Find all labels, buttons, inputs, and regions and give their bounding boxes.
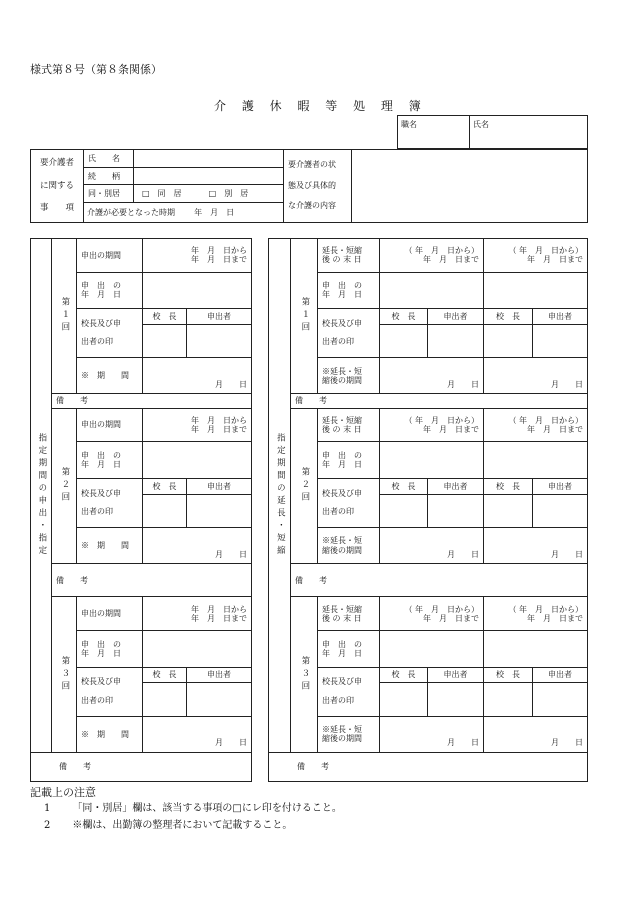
right-remarks-3[interactable]: 備 考 bbox=[269, 752, 588, 781]
principal-label: 校 長 bbox=[380, 479, 428, 495]
right-ext-period-label: ※延長・短 縮後の期間 bbox=[318, 716, 380, 752]
applicant-label: 申出者 bbox=[428, 667, 484, 683]
right-request-date-field-a[interactable] bbox=[380, 272, 484, 309]
left-period-label: 申出の期間 bbox=[77, 239, 143, 273]
right-ext-end-field-a[interactable]: （ 年 月 日から） 年 月 日まで bbox=[380, 239, 484, 273]
left-period-label: 申出の期間 bbox=[77, 597, 143, 631]
left-remarks-3[interactable]: 備 考 bbox=[31, 752, 252, 781]
left-note-period-label: ※ 期 間 bbox=[77, 358, 143, 394]
right-round-2-label: 第２回 bbox=[291, 408, 318, 563]
principal-label: 校 長 bbox=[484, 309, 533, 325]
principal-seal-field[interactable] bbox=[380, 494, 428, 528]
left-request-date-label: 申 出 の 年 月 日 bbox=[77, 442, 143, 479]
left-remarks-2[interactable]: 備 考 bbox=[52, 563, 252, 597]
principal-seal-field[interactable] bbox=[380, 683, 428, 717]
left-period-field[interactable]: 年 月 日から 年 月 日まで bbox=[143, 239, 252, 273]
notes-heading: 記載上の注意 bbox=[30, 786, 96, 799]
form-number: 様式第８号（第８条関係） bbox=[30, 63, 162, 76]
care-state-label: 要介護者の状 態及び具体的 な介護の内容 bbox=[284, 150, 352, 223]
right-ext-end-field-b[interactable]: （ 年 月 日から） 年 月 日まで bbox=[484, 408, 588, 442]
right-request-date-field-b[interactable] bbox=[484, 442, 588, 479]
principal-seal-field[interactable] bbox=[380, 324, 428, 358]
left-note-period-label: ※ 期 間 bbox=[77, 528, 143, 564]
right-request-date-field-a[interactable] bbox=[380, 630, 484, 667]
right-ext-period-label: ※延長・短 縮後の期間 bbox=[318, 528, 380, 564]
principal-label: 校 長 bbox=[143, 667, 187, 683]
right-remarks-1[interactable]: 備 考 bbox=[291, 394, 588, 409]
note-item-1: 1 「同・別居」欄は、該当する事項の□にレ印を付けること。 bbox=[44, 803, 342, 814]
left-seal-label: 校長及び申 出者の印 bbox=[77, 309, 143, 358]
position-label: 職名 bbox=[401, 120, 417, 129]
applicant-seal-field[interactable] bbox=[187, 324, 252, 358]
right-ext-end-label: 延長・短縮 後 の 末 日 bbox=[318, 597, 380, 631]
right-ext-period-label: ※延長・短 縮後の期間 bbox=[318, 358, 380, 394]
left-note-period-label: ※ 期 間 bbox=[77, 716, 143, 752]
note-item-2: 2 ※欄は、出勤簿の整理者において記載すること。 bbox=[44, 820, 293, 831]
care-period-label: 介護が必要となった時期 bbox=[87, 207, 175, 217]
principal-seal-field[interactable] bbox=[143, 324, 187, 358]
right-ext-period-field-a[interactable]: 月 日 bbox=[380, 358, 484, 394]
applicant-seal-field[interactable] bbox=[533, 494, 588, 528]
right-ext-end-label: 延長・短縮 後 の 末 日 bbox=[318, 408, 380, 442]
care-relation-field[interactable] bbox=[134, 168, 284, 185]
left-remarks-1[interactable]: 備 考 bbox=[52, 394, 252, 409]
principal-label: 校 長 bbox=[143, 309, 187, 325]
care-state-field[interactable] bbox=[352, 150, 588, 223]
applicant-label: 申出者 bbox=[428, 479, 484, 495]
left-request-date-field[interactable] bbox=[143, 630, 252, 667]
right-round-3-label: 第３回 bbox=[291, 597, 318, 752]
principal-seal-field[interactable] bbox=[143, 494, 187, 528]
right-seal-label: 校長及び申 出者の印 bbox=[318, 667, 380, 716]
left-seal-label: 校長及び申 出者の印 bbox=[77, 667, 143, 716]
right-ext-period-field-b[interactable]: 月 日 bbox=[484, 358, 588, 394]
left-round-2-label: 第２回 bbox=[52, 408, 77, 563]
page-title: 介 護 休 暇 等 処 理 簿 bbox=[214, 99, 427, 113]
same-residence-checkbox[interactable]: □ 同 居 bbox=[142, 189, 182, 198]
right-ext-period-field-a[interactable]: 月 日 bbox=[380, 716, 484, 752]
right-request-date-field-b[interactable] bbox=[484, 630, 588, 667]
applicant-seal-field[interactable] bbox=[428, 494, 484, 528]
principal-seal-field[interactable] bbox=[484, 494, 533, 528]
position-field[interactable] bbox=[398, 116, 470, 149]
applicant-seal-field[interactable] bbox=[187, 683, 252, 717]
principal-label: 校 長 bbox=[484, 667, 533, 683]
principal-seal-field[interactable] bbox=[484, 324, 533, 358]
left-note-period-field[interactable]: 月 日 bbox=[143, 528, 252, 564]
care-section-label: 要介護者 に関する 事 項 bbox=[31, 150, 84, 223]
left-request-date-label: 申 出 の 年 月 日 bbox=[77, 272, 143, 309]
applicant-seal-field[interactable] bbox=[428, 683, 484, 717]
left-note-period-field[interactable]: 月 日 bbox=[143, 358, 252, 394]
right-request-date-field-a[interactable] bbox=[380, 442, 484, 479]
left-section-table bbox=[30, 238, 252, 782]
right-section-table bbox=[268, 238, 588, 782]
applicant-label: 申出者 bbox=[428, 309, 484, 325]
employee-table bbox=[397, 115, 588, 149]
applicant-seal-field[interactable] bbox=[533, 324, 588, 358]
right-ext-end-field-a[interactable]: （ 年 月 日から） 年 月 日まで bbox=[380, 408, 484, 442]
right-round-1-label: 第１回 bbox=[291, 239, 318, 394]
right-seal-label: 校長及び申 出者の印 bbox=[318, 479, 380, 528]
care-relation-label: 続 柄 bbox=[84, 168, 134, 185]
left-period-field[interactable]: 年 月 日から 年 月 日まで bbox=[143, 597, 252, 631]
applicant-label: 申出者 bbox=[533, 479, 588, 495]
principal-seal-field[interactable] bbox=[143, 683, 187, 717]
principal-label: 校 長 bbox=[484, 479, 533, 495]
care-period-value: 年 月 日 bbox=[194, 207, 235, 217]
applicant-label: 申出者 bbox=[187, 309, 252, 325]
left-seal-label: 校長及び申 出者の印 bbox=[77, 479, 143, 528]
care-period-row[interactable] bbox=[84, 202, 284, 222]
care-table bbox=[30, 149, 588, 223]
applicant-label: 申出者 bbox=[533, 667, 588, 683]
applicant-label: 申出者 bbox=[187, 667, 252, 683]
right-seal-label: 校長及び申 出者の印 bbox=[318, 309, 380, 358]
left-round-3-label: 第３回 bbox=[52, 597, 77, 752]
principal-label: 校 長 bbox=[143, 479, 187, 495]
applicant-label: 申出者 bbox=[533, 309, 588, 325]
principal-seal-field[interactable] bbox=[484, 683, 533, 717]
right-request-date-label: 申 出 の 年 月 日 bbox=[318, 272, 380, 309]
care-name-field[interactable] bbox=[134, 150, 284, 168]
left-request-date-label: 申 出 の 年 月 日 bbox=[77, 630, 143, 667]
right-remarks-2[interactable]: 備 考 bbox=[291, 563, 588, 597]
left-request-date-field[interactable] bbox=[143, 272, 252, 309]
left-period-field[interactable]: 年 月 日から 年 月 日まで bbox=[143, 408, 252, 442]
right-request-date-label: 申 出 の 年 月 日 bbox=[318, 630, 380, 667]
right-ext-period-field-b[interactable]: 月 日 bbox=[484, 716, 588, 752]
left-note-period-field[interactable]: 月 日 bbox=[143, 716, 252, 752]
right-ext-end-field-b[interactable]: （ 年 月 日から） 年 月 日まで bbox=[484, 597, 588, 631]
right-request-date-label: 申 出 の 年 月 日 bbox=[318, 442, 380, 479]
left-request-date-field[interactable] bbox=[143, 442, 252, 479]
separate-residence-checkbox[interactable]: □ 別 居 bbox=[208, 189, 249, 198]
right-ext-end-field-b[interactable]: （ 年 月 日から） 年 月 日まで bbox=[484, 239, 588, 273]
right-side-label: 指定期間の延長・短縮 bbox=[269, 239, 291, 753]
name-label: 氏名 bbox=[473, 120, 489, 129]
principal-label: 校 長 bbox=[380, 667, 428, 683]
left-round-1-label: 第１回 bbox=[52, 239, 77, 394]
applicant-label: 申出者 bbox=[187, 479, 252, 495]
right-ext-period-field-a[interactable]: 月 日 bbox=[380, 528, 484, 564]
right-request-date-field-b[interactable] bbox=[484, 272, 588, 309]
principal-label: 校 長 bbox=[380, 309, 428, 325]
applicant-seal-field[interactable] bbox=[533, 683, 588, 717]
right-ext-end-label: 延長・短縮 後 の 末 日 bbox=[318, 239, 380, 273]
applicant-seal-field[interactable] bbox=[187, 494, 252, 528]
right-ext-period-field-b[interactable]: 月 日 bbox=[484, 528, 588, 564]
name-field[interactable] bbox=[470, 116, 588, 149]
care-living-options bbox=[134, 185, 284, 202]
left-side-label: 指定期間の申出・指定 bbox=[31, 239, 52, 753]
left-period-label: 申出の期間 bbox=[77, 408, 143, 442]
care-name-label: 氏 名 bbox=[84, 150, 134, 168]
applicant-seal-field[interactable] bbox=[428, 324, 484, 358]
right-ext-end-field-a[interactable]: （ 年 月 日から） 年 月 日まで bbox=[380, 597, 484, 631]
care-living-label: 同・別居 bbox=[84, 185, 134, 202]
